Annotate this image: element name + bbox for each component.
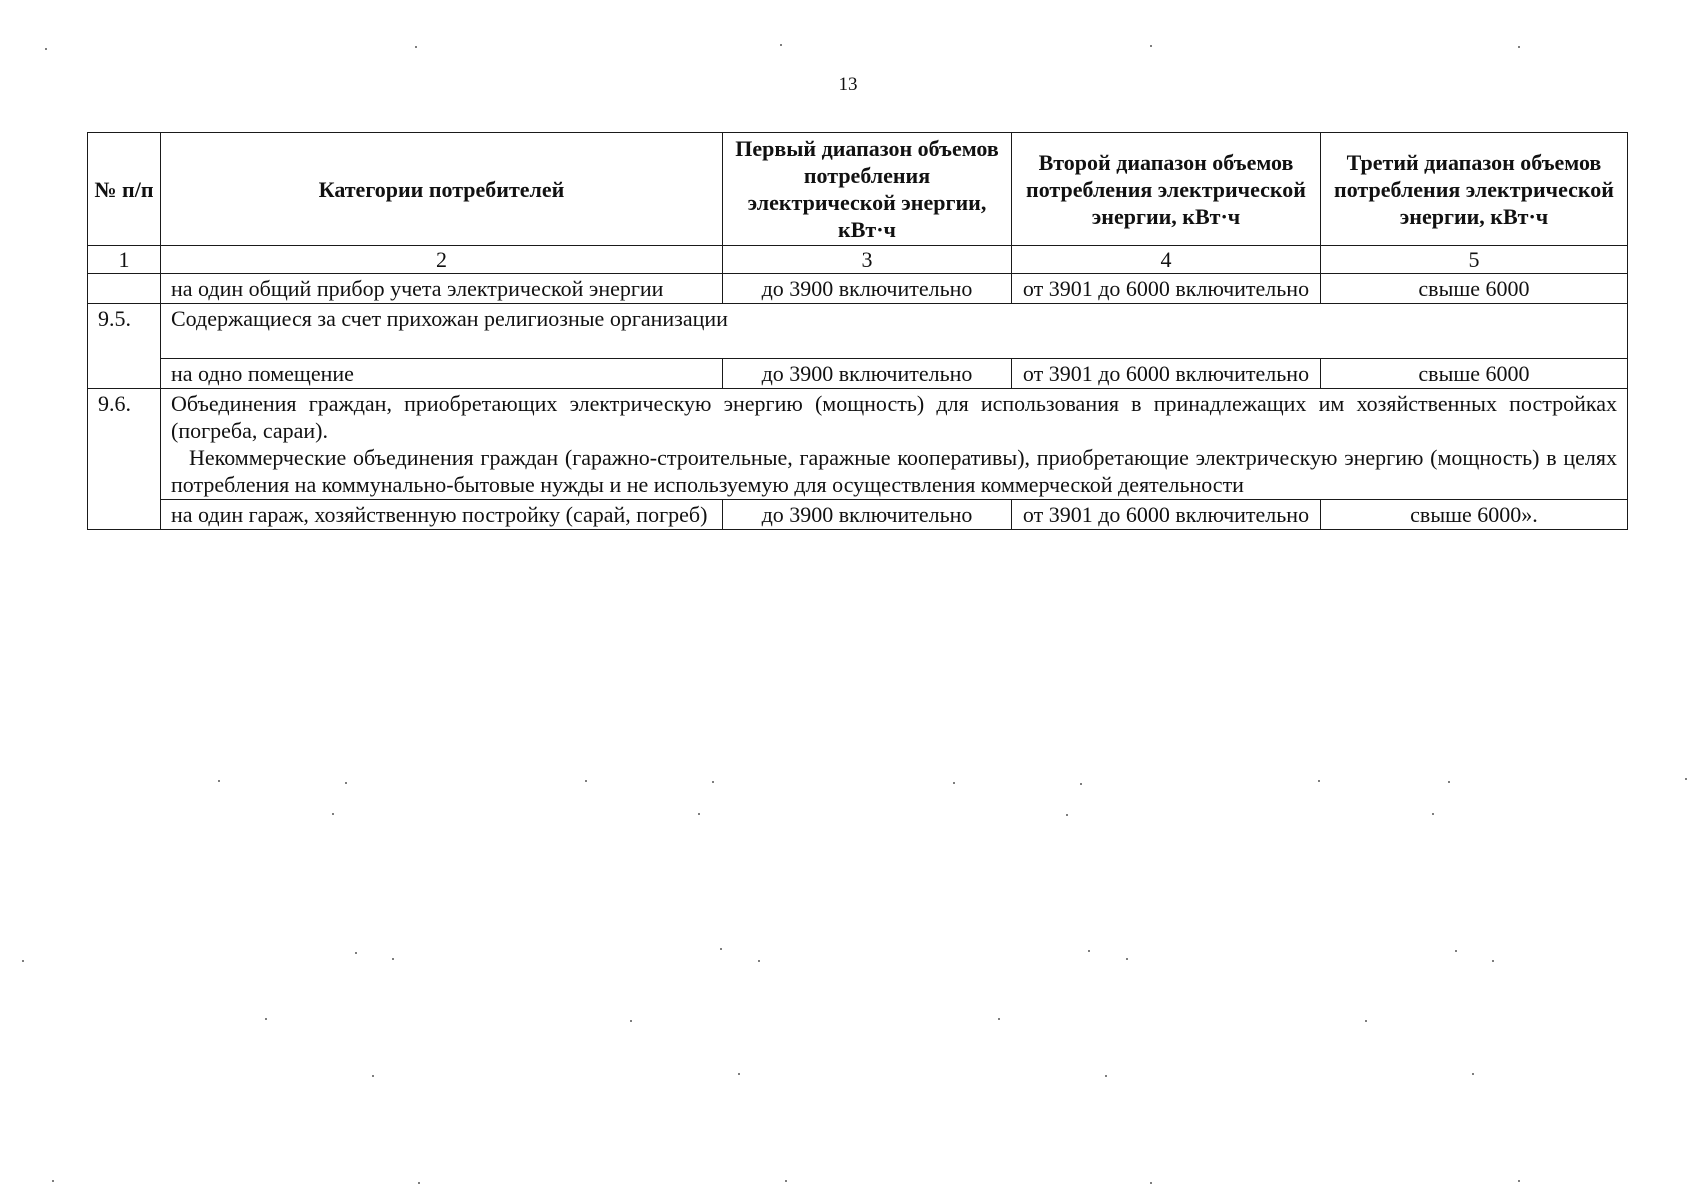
scan-speck [1685,778,1687,780]
header-number: № п/п [88,133,161,246]
scan-speck [218,780,220,782]
scan-speck [1150,45,1152,47]
column-number-row [88,246,1628,274]
section-title [161,389,1628,500]
header-range-3: Третий диапазон объемов потребления электрической энергии, кВт·ч [1321,133,1628,246]
scan-speck [1472,1073,1474,1075]
scan-speck [698,813,700,815]
scan-speck [1455,950,1457,952]
scan-speck [780,44,782,46]
range-3-cell: свыше 6000». [1321,500,1628,530]
header-category: Категории потребителей [161,133,723,246]
scan-speck [355,952,357,954]
header-range-1: Первый диапазон объемов потребления электрической энергии, кВт·ч [723,133,1012,246]
range-2-cell: от 3901 до 6000 включительно [1012,274,1321,304]
range-3-cell: свыше 6000 [1321,359,1628,389]
section-row-9-5 [88,304,1628,359]
scan-speck [392,958,394,960]
row-number-empty [88,274,161,304]
tariff-table [87,132,1628,530]
column-number: 1 [88,246,161,274]
column-number: 4 [1012,246,1321,274]
table-row [88,274,1628,304]
header-range-2: Второй диапазон объемов потребления электрической энергии, кВт·ч [1012,133,1321,246]
scan-speck [630,1020,632,1022]
range-2-cell: от 3901 до 6000 включительно [1012,359,1321,389]
scan-speck [738,1073,740,1075]
scan-speck [1066,814,1068,816]
section-title: Содержащиеся за счет прихожан религиозные организации [161,304,1628,359]
section-row-9-6 [88,389,1628,500]
scan-speck [1126,958,1128,960]
column-number: 3 [723,246,1012,274]
scan-speck [712,781,714,783]
scan-speck [1432,813,1434,815]
scan-speck [785,1180,787,1182]
category-cell: на один гараж, хозяйственную постройку (сарай, погреб) [161,500,723,530]
scan-speck [1105,1075,1107,1077]
range-3-cell: свыше 6000 [1321,274,1628,304]
scan-speck [1518,1180,1520,1182]
scan-speck [1080,783,1082,785]
range-1-cell: до 3900 включительно [723,274,1012,304]
category-cell: на одно помещение [161,359,723,389]
category-cell: на один общий прибор учета электрической энергии [161,274,723,304]
section-paragraph-2: Некоммерческие объединения граждан (гаражно-строительные, гаражные кооперативы), приобретающие электрическую энергию (мощность) в целях потребления на коммунально-бытовые нужды и не используемую для осуществления коммерческой деятельности [171,445,1617,497]
scan-speck [45,48,47,50]
scan-speck [1448,781,1450,783]
range-2-cell: от 3901 до 6000 включительно [1012,500,1321,530]
scan-speck [415,46,417,48]
scan-speck [1088,950,1090,952]
scan-speck [585,780,587,782]
scan-speck [1150,1182,1152,1184]
scan-speck [345,782,347,784]
scan-speck [265,1018,267,1020]
scan-speck [758,960,760,962]
scan-speck [372,1075,374,1077]
table-row [88,500,1628,530]
scan-speck [1318,780,1320,782]
scan-speck [998,1018,1000,1020]
section-number: 9.6. [88,389,161,530]
section-number: 9.5. [88,304,161,389]
column-number: 5 [1321,246,1628,274]
scan-speck [52,1180,54,1182]
column-number: 2 [161,246,723,274]
scan-speck [1492,960,1494,962]
scan-speck [332,813,334,815]
scan-speck [1518,46,1520,48]
range-1-cell: до 3900 включительно [723,500,1012,530]
scan-speck [720,948,722,950]
scan-speck [953,782,955,784]
table-row [88,359,1628,389]
range-1-cell: до 3900 включительно [723,359,1012,389]
scan-speck [1365,1020,1367,1022]
section-paragraph-1: Объединения граждан, приобретающих электрическую энергию (мощность) для использования в принадлежащих им хозяйственных постройках (погреба, сараи). [171,391,1617,443]
scan-speck [418,1182,420,1184]
header-row [88,133,1628,246]
page-number: 13 [838,74,858,95]
scan-speck [22,960,24,962]
